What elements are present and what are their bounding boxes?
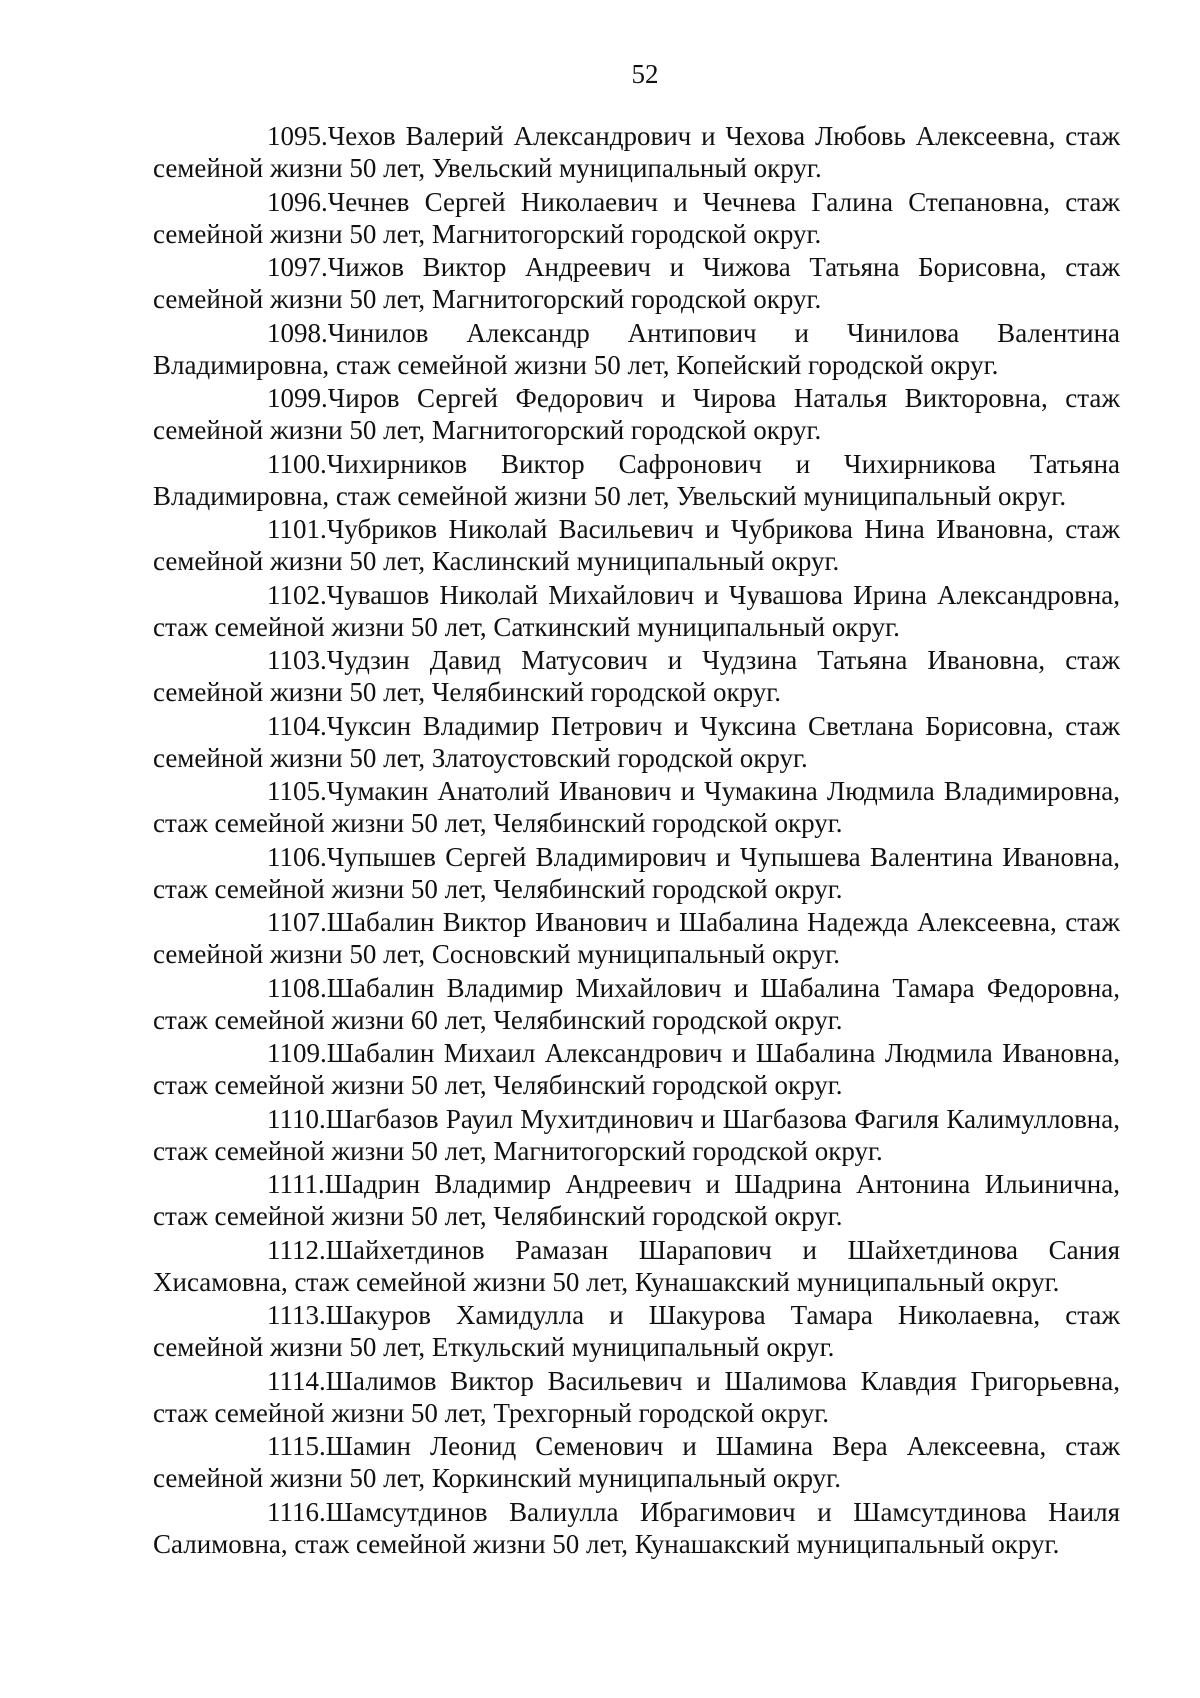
entry-text: Чинилов Александр Антипович и Чинилова Валентина Владимировна, стаж семейной жизни 50 лет, Копейский городской округ.: [153, 317, 1120, 380]
entry-text: Шадрин Владимир Андреевич и Шадрина Антонина Ильинична, стаж семейной жизни 50 лет, Челябинский городской округ.: [153, 1169, 1120, 1231]
list-item: [153, 382, 1120, 446]
entry-number: 1098.: [267, 317, 328, 348]
entry-text: Шалимов Виктор Васильевич и Шалимова Клавдия Григорьевна, стаж семейной жизни 50 лет, Трехгорный городской округ.: [153, 1365, 1120, 1428]
entry-text: Шабалин Виктор Иванович и Шабалина Надежда Алексеевна, стаж семейной жизни 50 лет, Сосновский муниципальный округ.: [153, 907, 1120, 969]
entry-number: 1097.: [267, 252, 328, 282]
entry-text: Шабалин Владимир Михайлович и Шабалина Тамара Федоровна, стаж семейной жизни 60 лет, Челябинский городской округ.: [153, 972, 1120, 1035]
list-item: [153, 972, 1120, 1036]
entry-number: 1107.: [267, 907, 327, 937]
list-item: [153, 841, 1120, 905]
page-number: 52: [631, 59, 659, 89]
entry-text: Чубриков Николай Васильевич и Чубрикова Нина Ивановна, стаж семейной жизни 50 лет, Каслинский муниципальный округ.: [153, 514, 1120, 576]
entry-text: Чуксин Владимир Петрович и Чуксина Светлана Борисовна, стаж семейной жизни 50 лет, Златоустовский городской округ.: [153, 710, 1120, 773]
entry-number: 1104.: [267, 710, 327, 741]
entry-number: 1114.: [267, 1365, 326, 1396]
list-item: [153, 710, 1120, 774]
entry-text: Чумакин Анатолий Иванович и Чумакина Людмила Владимировна, стаж семейной жизни 50 лет, Челябинский городской округ.: [153, 776, 1120, 838]
entry-text: Чупышев Сергей Владимирович и Чупышева Валентина Ивановна, стаж семейной жизни 50 лет, Челябинский городской округ.: [153, 841, 1120, 904]
entry-number: 1110.: [267, 1103, 326, 1134]
entry-number: 1106.: [267, 841, 327, 872]
entry-text: Шамин Леонид Семенович и Шамина Вера Алексеевна, стаж семейной жизни 50 лет, Коркинский муниципальный округ.: [153, 1431, 1120, 1493]
entry-number: 1103.: [267, 645, 327, 675]
entry-number: 1095.: [267, 121, 328, 151]
list-item: [153, 251, 1120, 315]
entry-text: Чижов Виктор Андреевич и Чижова Татьяна Борисовна, стаж семейной жизни 50 лет, Магнитогорский городской округ.: [153, 252, 1120, 314]
entry-number: 1109.: [267, 1038, 327, 1068]
entry-number: 1100.: [267, 448, 327, 479]
entry-number: 1113.: [267, 1300, 326, 1330]
entry-text: Шамсутдинов Валиулла Ибрагимович и Шамсутдинова Наиля Салимовна, стаж семейной жизни 50 лет, Кунашакский муниципальный округ.: [153, 1496, 1120, 1559]
entry-number: 1099.: [267, 383, 328, 413]
list-item: [153, 644, 1120, 708]
entry-number: 1105.: [267, 776, 327, 806]
entry-text: Чехов Валерий Александрович и Чехова Любовь Алексеевна, стаж семейной жизни 50 лет, Увельский муниципальный округ.: [153, 121, 1120, 183]
list-item: [153, 448, 1120, 512]
list-item: [153, 1299, 1120, 1363]
entry-list: [153, 120, 1120, 1561]
entry-text: Шайхетдинов Рамазан Шарапович и Шайхетдинова Сания Хисамовна, стаж семейной жизни 50 лет, Кунашакский муниципальный округ.: [153, 1234, 1120, 1297]
list-item: [153, 1103, 1120, 1167]
entry-number: 1112.: [267, 1234, 326, 1265]
list-item: [153, 120, 1120, 184]
entry-text: Чиров Сергей Федорович и Чирова Наталья Викторовна, стаж семейной жизни 50 лет, Магнитогорский городской округ.: [153, 383, 1120, 445]
list-item: [153, 906, 1120, 970]
list-item: [153, 513, 1120, 577]
list-item: [153, 1168, 1120, 1232]
entry-number: 1111.: [267, 1169, 325, 1199]
entry-text: Шагбазов Рауил Мухитдинович и Шагбазова Фагиля Калимулловна, стаж семейной жизни 50 лет, Магнитогорский городской округ.: [153, 1103, 1120, 1166]
list-item: [153, 186, 1120, 250]
entry-text: Чихирников Виктор Сафронович и Чихирникова Татьяна Владимировна, стаж семейной жизни 50 лет, Увельский муниципальный округ.: [153, 448, 1120, 511]
entry-text: Шакуров Хамидулла и Шакурова Тамара Николаевна, стаж семейной жизни 50 лет, Еткульский муниципальный округ.: [153, 1300, 1120, 1362]
entry-number: 1108.: [267, 972, 327, 1003]
entry-number: 1101.: [267, 514, 327, 544]
entry-number: 1096.: [267, 186, 328, 217]
entry-text: Шабалин Михаил Александрович и Шабалина Людмила Ивановна, стаж семейной жизни 50 лет, Челябинский городской округ.: [153, 1038, 1120, 1100]
entry-text: Чудзин Давид Матусович и Чудзина Татьяна Ивановна, стаж семейной жизни 50 лет, Челябинский городской округ.: [153, 645, 1120, 707]
entry-number: 1116.: [267, 1496, 326, 1527]
list-item: [153, 1037, 1120, 1101]
list-item: [153, 1430, 1120, 1494]
list-item: [153, 775, 1120, 839]
entry-number: 1102.: [267, 579, 327, 610]
list-item: [153, 1365, 1120, 1429]
list-item: [153, 1496, 1120, 1560]
entry-number: 1115.: [267, 1431, 326, 1461]
entry-text: Чувашов Николай Михайлович и Чувашова Ирина Александровна, стаж семейной жизни 50 лет, Саткинский муниципальный округ.: [153, 579, 1120, 642]
entry-text: Чечнев Сергей Николаевич и Чечнева Галина Степановна, стаж семейной жизни 50 лет, Магнитогорский городской округ.: [153, 186, 1120, 249]
list-item: [153, 317, 1120, 381]
list-item: [153, 1234, 1120, 1298]
list-item: [153, 579, 1120, 643]
